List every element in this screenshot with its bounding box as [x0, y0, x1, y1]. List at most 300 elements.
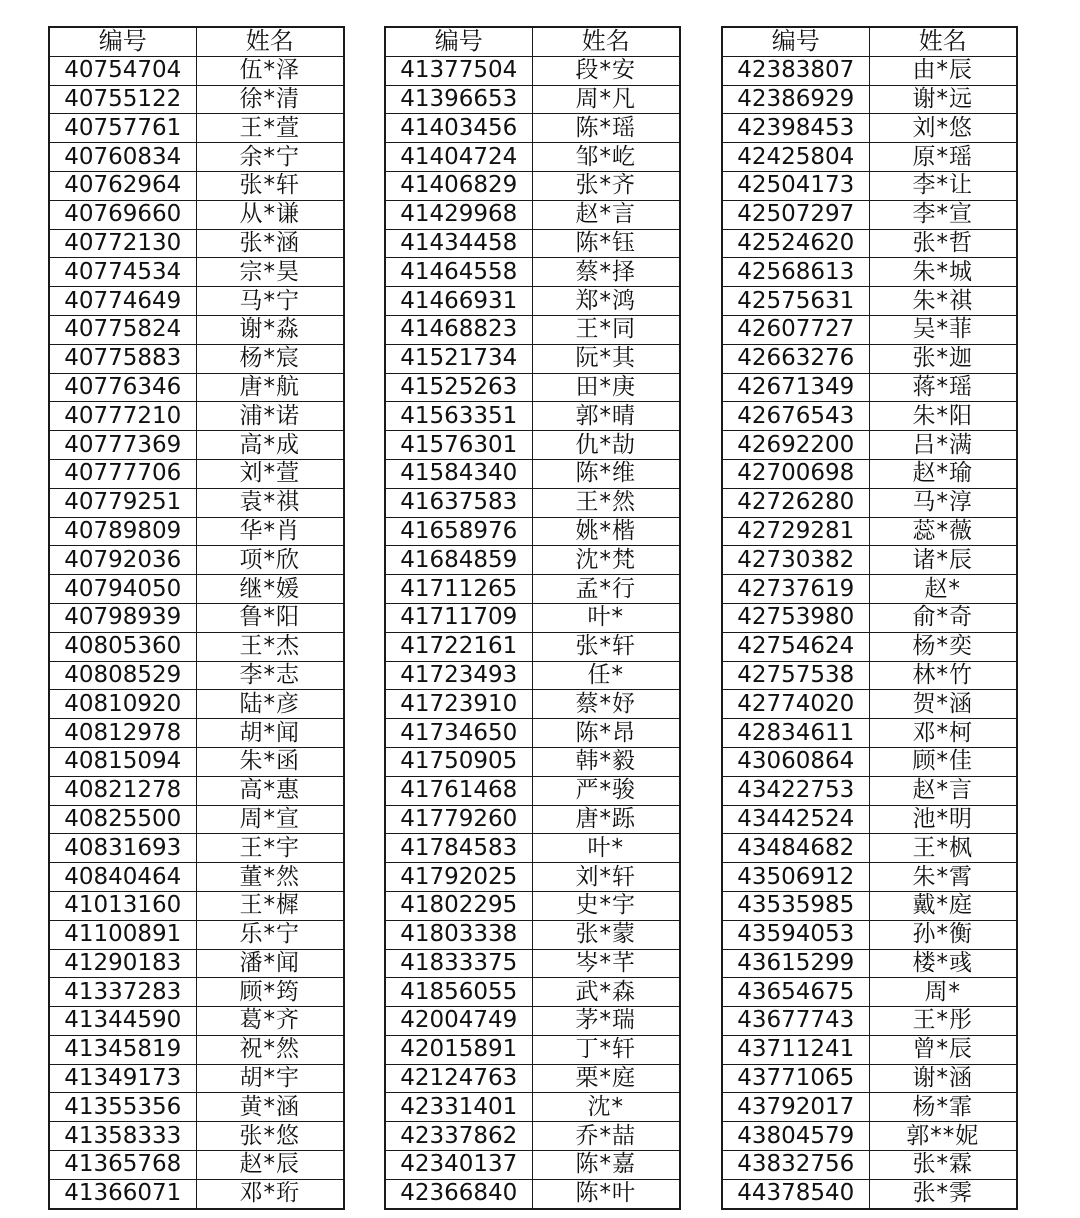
table-row — [49, 431, 344, 460]
cell-name: 由*辰 — [869, 56, 1017, 85]
cell-number: 44378540 — [722, 1179, 869, 1208]
header-name: 姓名 — [532, 27, 680, 56]
cell-name: 朱*霄 — [869, 863, 1017, 892]
table-row — [385, 200, 680, 229]
cell-number: 43711241 — [722, 1035, 869, 1064]
cell-name: 黄*涵 — [196, 1093, 344, 1122]
cell-number: 42504173 — [722, 171, 869, 200]
cell-number: 40808529 — [49, 661, 196, 690]
table-row — [385, 315, 680, 344]
table-row — [385, 978, 680, 1007]
table-row — [722, 287, 1017, 316]
table-row — [385, 114, 680, 143]
cell-number: 43535985 — [722, 891, 869, 920]
cell-number: 41355356 — [49, 1093, 196, 1122]
cell-number: 41761468 — [385, 776, 532, 805]
cell-name: 高*惠 — [196, 776, 344, 805]
cell-number: 40815094 — [49, 747, 196, 776]
table-row — [49, 402, 344, 431]
table-row — [722, 114, 1017, 143]
cell-number: 40777369 — [49, 431, 196, 460]
table-row — [385, 1151, 680, 1180]
cell-name: 张*轩 — [196, 171, 344, 200]
cell-name: 张*哲 — [869, 229, 1017, 258]
cell-number: 42726280 — [722, 488, 869, 517]
cell-name: 吕*满 — [869, 431, 1017, 460]
table-row — [49, 891, 344, 920]
header-name: 姓名 — [196, 27, 344, 56]
cell-number: 42524620 — [722, 229, 869, 258]
cell-number: 42366840 — [385, 1179, 532, 1208]
cell-name: 马*淳 — [869, 488, 1017, 517]
table-row — [722, 229, 1017, 258]
cell-name: 祝*然 — [196, 1035, 344, 1064]
cell-name: 谢*涵 — [869, 1064, 1017, 1093]
cell-number: 40812978 — [49, 719, 196, 748]
cell-number: 40762964 — [49, 171, 196, 200]
cell-number: 40774649 — [49, 287, 196, 316]
table-row — [385, 56, 680, 85]
cell-number: 43422753 — [722, 776, 869, 805]
header-number: 编号 — [385, 27, 532, 56]
table-row — [722, 546, 1017, 575]
table-row — [722, 661, 1017, 690]
cell-name: 赵*言 — [869, 776, 1017, 805]
cell-number: 41723493 — [385, 661, 532, 690]
cell-number: 41711265 — [385, 575, 532, 604]
table-row — [385, 85, 680, 114]
cell-name: 宗*昊 — [196, 258, 344, 287]
table-row — [722, 1122, 1017, 1151]
cell-name: 刘*悠 — [869, 114, 1017, 143]
cell-number: 42676543 — [722, 402, 869, 431]
cell-name: 张*悠 — [196, 1122, 344, 1151]
cell-name: 岑*芊 — [532, 949, 680, 978]
cell-name: 王*然 — [532, 488, 680, 517]
table-row — [385, 488, 680, 517]
table-row — [49, 978, 344, 1007]
cell-number: 41584340 — [385, 459, 532, 488]
table-row — [49, 114, 344, 143]
cell-name: 邓*柯 — [869, 719, 1017, 748]
cell-name: 朱*阳 — [869, 402, 1017, 431]
cell-name: 孟*行 — [532, 575, 680, 604]
cell-name: 张*迦 — [869, 344, 1017, 373]
cell-name: 马*宁 — [196, 287, 344, 316]
cell-number: 42568613 — [722, 258, 869, 287]
cell-name: 杨*奕 — [869, 632, 1017, 661]
cell-number: 40775824 — [49, 315, 196, 344]
cell-name: 朱*函 — [196, 747, 344, 776]
cell-name: 张*涵 — [196, 229, 344, 258]
cell-number: 42753980 — [722, 603, 869, 632]
cell-name: 浦*诺 — [196, 402, 344, 431]
cell-name: 赵*言 — [532, 200, 680, 229]
cell-name: 原*瑶 — [869, 143, 1017, 172]
name-list-tables — [0, 26, 1080, 1216]
table-row — [722, 776, 1017, 805]
table-row — [722, 747, 1017, 776]
table-row — [385, 258, 680, 287]
table-row — [722, 603, 1017, 632]
cell-number: 42575631 — [722, 287, 869, 316]
cell-number: 41337283 — [49, 978, 196, 1007]
cell-number: 41403456 — [385, 114, 532, 143]
cell-number: 42774020 — [722, 690, 869, 719]
cell-number: 42398453 — [722, 114, 869, 143]
name-table-3 — [721, 26, 1018, 1210]
cell-name: 继*媛 — [196, 575, 344, 604]
table-row — [385, 1007, 680, 1036]
cell-name: 武*森 — [532, 978, 680, 1007]
cell-number: 42754624 — [722, 632, 869, 661]
table-header-row — [49, 27, 344, 56]
table-row — [49, 690, 344, 719]
table-row — [385, 517, 680, 546]
cell-name: 伍*泽 — [196, 56, 344, 85]
cell-name: 沈* — [532, 1093, 680, 1122]
cell-number: 41344590 — [49, 1007, 196, 1036]
table-row — [385, 431, 680, 460]
cell-number: 41684859 — [385, 546, 532, 575]
cell-name: 徐*清 — [196, 85, 344, 114]
table-row — [385, 891, 680, 920]
cell-name: 任* — [532, 661, 680, 690]
cell-name: 丁*轩 — [532, 1035, 680, 1064]
table-row — [385, 373, 680, 402]
cell-name: 张*轩 — [532, 632, 680, 661]
cell-number: 43442524 — [722, 805, 869, 834]
table-row — [49, 171, 344, 200]
table-row — [722, 949, 1017, 978]
cell-number: 41013160 — [49, 891, 196, 920]
cell-name: 池*明 — [869, 805, 1017, 834]
cell-name: 孙*衡 — [869, 920, 1017, 949]
cell-number: 41658976 — [385, 517, 532, 546]
table-row — [49, 488, 344, 517]
cell-number: 40760834 — [49, 143, 196, 172]
cell-number: 42337862 — [385, 1122, 532, 1151]
cell-name: 赵*瑜 — [869, 459, 1017, 488]
cell-name: 韩*毅 — [532, 747, 680, 776]
table-row — [49, 920, 344, 949]
table-row — [722, 1064, 1017, 1093]
table-row — [722, 891, 1017, 920]
cell-number: 40779251 — [49, 488, 196, 517]
table-row — [385, 690, 680, 719]
table-row — [722, 431, 1017, 460]
table-row — [49, 719, 344, 748]
cell-name: 田*庚 — [532, 373, 680, 402]
cell-name: 沈*梵 — [532, 546, 680, 575]
table-row — [722, 1007, 1017, 1036]
cell-name: 戴*庭 — [869, 891, 1017, 920]
cell-number: 40755122 — [49, 85, 196, 114]
cell-name: 乐*宁 — [196, 920, 344, 949]
table-row — [722, 402, 1017, 431]
cell-name: 王*宇 — [196, 834, 344, 863]
table-row — [722, 171, 1017, 200]
cell-name: 茅*瑞 — [532, 1007, 680, 1036]
cell-number: 43615299 — [722, 949, 869, 978]
table-row — [385, 1035, 680, 1064]
cell-number: 41404724 — [385, 143, 532, 172]
cell-name: 叶* — [532, 603, 680, 632]
cell-number: 42607727 — [722, 315, 869, 344]
table-row — [722, 143, 1017, 172]
table-row — [49, 834, 344, 863]
table-row — [385, 661, 680, 690]
table-row — [722, 1151, 1017, 1180]
table-header-row — [385, 27, 680, 56]
table-row — [722, 863, 1017, 892]
table-row — [49, 575, 344, 604]
cell-name: 王*彤 — [869, 1007, 1017, 1036]
cell-number: 40840464 — [49, 863, 196, 892]
cell-number: 40757761 — [49, 114, 196, 143]
cell-number: 42730382 — [722, 546, 869, 575]
cell-number: 41802295 — [385, 891, 532, 920]
table-row — [49, 344, 344, 373]
table-row — [385, 949, 680, 978]
cell-name: 陈*维 — [532, 459, 680, 488]
table-row — [49, 229, 344, 258]
table-row — [385, 863, 680, 892]
cell-name: 郑*鸿 — [532, 287, 680, 316]
cell-name: 陈*叶 — [532, 1179, 680, 1208]
cell-number: 41784583 — [385, 834, 532, 863]
table-row — [49, 747, 344, 776]
cell-name: 叶* — [532, 834, 680, 863]
table-row — [722, 315, 1017, 344]
cell-number: 42124763 — [385, 1064, 532, 1093]
cell-name: 周*宣 — [196, 805, 344, 834]
cell-number: 41366071 — [49, 1179, 196, 1208]
cell-name: 高*成 — [196, 431, 344, 460]
cell-name: 潘*闻 — [196, 949, 344, 978]
table-row — [49, 258, 344, 287]
table-row — [385, 1093, 680, 1122]
cell-number: 40794050 — [49, 575, 196, 604]
table-row — [722, 719, 1017, 748]
table-row — [49, 1122, 344, 1151]
cell-name: 张*蒙 — [532, 920, 680, 949]
cell-name: 陈*瑶 — [532, 114, 680, 143]
table-row — [722, 575, 1017, 604]
cell-number: 41576301 — [385, 431, 532, 460]
table-header-row — [722, 27, 1017, 56]
table-row — [385, 1179, 680, 1208]
table-row — [49, 949, 344, 978]
cell-number: 43804579 — [722, 1122, 869, 1151]
cell-number: 41358333 — [49, 1122, 196, 1151]
cell-name: 仇*劼 — [532, 431, 680, 460]
cell-number: 41377504 — [385, 56, 532, 85]
cell-number: 42757538 — [722, 661, 869, 690]
cell-number: 42671349 — [722, 373, 869, 402]
cell-name: 谢*淼 — [196, 315, 344, 344]
cell-number: 41349173 — [49, 1064, 196, 1093]
cell-number: 41734650 — [385, 719, 532, 748]
table-row — [385, 171, 680, 200]
cell-name: 姚*楷 — [532, 517, 680, 546]
cell-name: 诸*辰 — [869, 546, 1017, 575]
cell-name: 朱*城 — [869, 258, 1017, 287]
table-row — [49, 373, 344, 402]
cell-number: 41792025 — [385, 863, 532, 892]
cell-name: 张*霁 — [869, 1179, 1017, 1208]
cell-number: 41711709 — [385, 603, 532, 632]
table-row — [49, 632, 344, 661]
cell-number: 40775883 — [49, 344, 196, 373]
cell-name: 张*齐 — [532, 171, 680, 200]
cell-name: 楼*彧 — [869, 949, 1017, 978]
cell-number: 40777706 — [49, 459, 196, 488]
table-row — [49, 863, 344, 892]
cell-name: 鲁*阳 — [196, 603, 344, 632]
table-row — [722, 488, 1017, 517]
cell-number: 42507297 — [722, 200, 869, 229]
cell-name: 王*樨 — [196, 891, 344, 920]
cell-number: 41525263 — [385, 373, 532, 402]
cell-number: 40776346 — [49, 373, 196, 402]
table-row — [385, 344, 680, 373]
cell-name: 顾*筠 — [196, 978, 344, 1007]
cell-name: 王*同 — [532, 315, 680, 344]
cell-name: 从*谦 — [196, 200, 344, 229]
table-row — [385, 575, 680, 604]
table-row — [385, 1064, 680, 1093]
cell-number: 40789809 — [49, 517, 196, 546]
cell-name: 段*安 — [532, 56, 680, 85]
cell-name: 王*枫 — [869, 834, 1017, 863]
table-row — [722, 344, 1017, 373]
cell-number: 43594053 — [722, 920, 869, 949]
cell-number: 43792017 — [722, 1093, 869, 1122]
cell-name: 赵*辰 — [196, 1151, 344, 1180]
cell-number: 41723910 — [385, 690, 532, 719]
table-row — [49, 1179, 344, 1208]
cell-number: 41803338 — [385, 920, 532, 949]
cell-number: 42834611 — [722, 719, 869, 748]
cell-name: 李*宣 — [869, 200, 1017, 229]
cell-number: 42383807 — [722, 56, 869, 85]
table-row — [385, 834, 680, 863]
cell-number: 41856055 — [385, 978, 532, 1007]
cell-name: 李*让 — [869, 171, 1017, 200]
table-row — [49, 56, 344, 85]
cell-name: 陈*昂 — [532, 719, 680, 748]
cell-name: 杨*宸 — [196, 344, 344, 373]
cell-number: 43484682 — [722, 834, 869, 863]
cell-number: 40825500 — [49, 805, 196, 834]
table-row — [49, 546, 344, 575]
cell-number: 41396653 — [385, 85, 532, 114]
cell-number: 41833375 — [385, 949, 532, 978]
table-row — [385, 603, 680, 632]
name-table-2 — [384, 26, 681, 1210]
table-row — [49, 287, 344, 316]
cell-number: 42004749 — [385, 1007, 532, 1036]
cell-name: 史*宇 — [532, 891, 680, 920]
cell-number: 41779260 — [385, 805, 532, 834]
table-row — [49, 1093, 344, 1122]
table-row — [722, 920, 1017, 949]
table-row — [722, 632, 1017, 661]
cell-name: 刘*轩 — [532, 863, 680, 892]
table-row — [385, 805, 680, 834]
table-row — [385, 402, 680, 431]
name-table-1 — [48, 26, 345, 1210]
cell-number: 40769660 — [49, 200, 196, 229]
table-row — [385, 747, 680, 776]
cell-name: 余*宁 — [196, 143, 344, 172]
table-row — [722, 85, 1017, 114]
table-row — [385, 776, 680, 805]
cell-number: 41637583 — [385, 488, 532, 517]
cell-name: 曾*辰 — [869, 1035, 1017, 1064]
table-row — [385, 143, 680, 172]
cell-number: 40754704 — [49, 56, 196, 85]
table-row — [722, 690, 1017, 719]
cell-number: 41429968 — [385, 200, 532, 229]
cell-name: 王*萱 — [196, 114, 344, 143]
cell-name: 顾*佳 — [869, 747, 1017, 776]
cell-name: 蕊*薇 — [869, 517, 1017, 546]
header-number: 编号 — [49, 27, 196, 56]
cell-name: 陆*彦 — [196, 690, 344, 719]
header-name: 姓名 — [869, 27, 1017, 56]
cell-name: 袁*祺 — [196, 488, 344, 517]
cell-number: 41100891 — [49, 920, 196, 949]
cell-number: 42700698 — [722, 459, 869, 488]
cell-number: 42663276 — [722, 344, 869, 373]
cell-name: 项*欣 — [196, 546, 344, 575]
cell-name: 周* — [869, 978, 1017, 1007]
table-row — [49, 805, 344, 834]
table-row — [722, 805, 1017, 834]
cell-name: 谢*远 — [869, 85, 1017, 114]
cell-number: 42729281 — [722, 517, 869, 546]
table-row — [722, 1035, 1017, 1064]
cell-number: 41563351 — [385, 402, 532, 431]
table-row — [722, 200, 1017, 229]
table-row — [722, 834, 1017, 863]
cell-name: 俞*奇 — [869, 603, 1017, 632]
cell-name: 邹*屹 — [532, 143, 680, 172]
cell-name: 阮*其 — [532, 344, 680, 373]
table-row — [385, 546, 680, 575]
cell-number: 43832756 — [722, 1151, 869, 1180]
cell-name: 唐*航 — [196, 373, 344, 402]
table-row — [722, 1093, 1017, 1122]
cell-name: 林*竹 — [869, 661, 1017, 690]
cell-number: 42340137 — [385, 1151, 532, 1180]
table-row — [49, 1064, 344, 1093]
cell-number: 41750905 — [385, 747, 532, 776]
cell-name: 陈*嘉 — [532, 1151, 680, 1180]
cell-name: 董*然 — [196, 863, 344, 892]
cell-name: 张*霖 — [869, 1151, 1017, 1180]
cell-number: 42737619 — [722, 575, 869, 604]
table-row — [49, 1035, 344, 1064]
cell-name: 赵* — [869, 575, 1017, 604]
cell-name: 胡*闻 — [196, 719, 344, 748]
table-row — [722, 517, 1017, 546]
cell-name: 华*肖 — [196, 517, 344, 546]
cell-name: 乔*喆 — [532, 1122, 680, 1151]
table-row — [49, 603, 344, 632]
